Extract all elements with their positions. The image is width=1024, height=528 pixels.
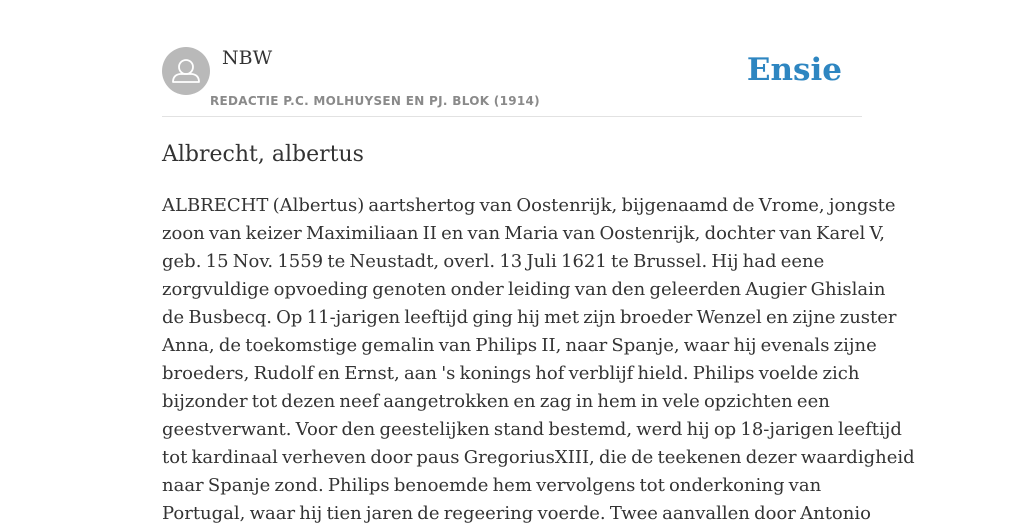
author-avatar [162,47,210,95]
body-line: ALBRECHT (Albertus) aartshertog van Oostenrijk, bijgenaamd de Vrome, jongste [162,195,896,216]
body-line: de Busbecq. Op 11-jarigen leeftijd ging hij met zijn broeder Wenzel en zijne zuster [162,307,897,328]
body-line: tot kardinaal verheven door paus GregoriusXIII, die de teekenen dezer waardigheid [162,447,915,468]
body-line: geb. 15 Nov. 1559 te Neustadt, overl. 13 Juli 1621 te Brussel. Hij had eene [162,251,825,272]
brand-logo[interactable]: Ensie [746,52,842,88]
body-line: Portugal, waar hij tien jaren de regeering voerde. Twee aanvallen door Antonio [162,503,871,524]
article-title: Albrecht, albertus [162,142,364,167]
body-line: Anna, de toekomstige gemalin van Philips II, naar Spanje, waar hij evenals zijne [162,335,877,356]
body-line: zorgvuldige opvoeding genoten onder leiding van den geleerden Augier Ghislain [162,279,886,300]
body-line: geestverwant. Voor den geestelijken stand bestemd, werd hij op 18-jarigen leeftijd [162,419,902,440]
user-silhouette-icon [162,47,210,95]
body-line: bijzonder tot dezen neef aangetrokken en zag in hem in vele opzichten een [162,391,830,412]
article-header [162,46,862,117]
body-line: zoon van keizer Maximiliaan II en van Maria van Oostenrijk, dochter van Karel V, [162,223,886,244]
article-body [162,192,915,528]
body-line: naar Spanje zond. Philips benoemde hem vervolgens tot onderkoning van [162,475,822,496]
source-label: REDACTIE P.C. MOLHUYSEN EN PJ. BLOK (1914) [210,94,540,108]
body-line: broeders, Rudolf en Ernst, aan 's konings hof verblijf hield. Philips voelde zich [162,363,860,384]
author-name[interactable]: NBW [222,47,273,69]
